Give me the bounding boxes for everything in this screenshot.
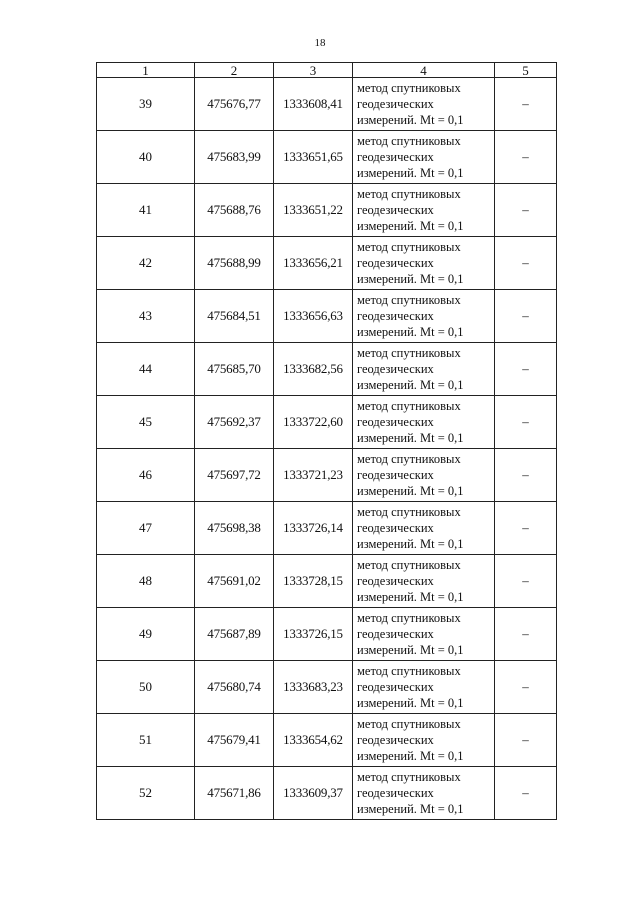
table-row: [97, 343, 557, 396]
table-row: [97, 555, 557, 608]
header-col-2: 2: [195, 63, 274, 78]
note-cell: –: [495, 237, 557, 290]
method-cell: метод спутниковых геодезических измерений. Mt = 0,1: [353, 767, 495, 820]
table-row: [97, 78, 557, 131]
y-coordinate-cell: 1333608,41: [274, 78, 353, 131]
y-coordinate-cell: 1333728,15: [274, 555, 353, 608]
x-coordinate-cell: 475697,72: [195, 449, 274, 502]
x-coordinate-cell: 475688,76: [195, 184, 274, 237]
x-coordinate-cell: 475687,89: [195, 608, 274, 661]
y-coordinate-cell: 1333656,63: [274, 290, 353, 343]
table-row: [97, 502, 557, 555]
coordinates-table: [96, 62, 557, 820]
method-cell: метод спутниковых геодезических измерений. Mt = 0,1: [353, 290, 495, 343]
point-number-cell: 43: [97, 290, 195, 343]
note-cell: –: [495, 184, 557, 237]
method-cell: метод спутниковых геодезических измерений. Mt = 0,1: [353, 449, 495, 502]
header-col-4: 4: [353, 63, 495, 78]
table-body: [97, 78, 557, 820]
x-coordinate-cell: 475683,99: [195, 131, 274, 184]
y-coordinate-cell: 1333683,23: [274, 661, 353, 714]
y-coordinate-cell: 1333726,15: [274, 608, 353, 661]
table-row: [97, 184, 557, 237]
table-row: [97, 290, 557, 343]
point-number-cell: 39: [97, 78, 195, 131]
note-cell: –: [495, 714, 557, 767]
y-coordinate-cell: 1333721,23: [274, 449, 353, 502]
note-cell: –: [495, 502, 557, 555]
note-cell: –: [495, 131, 557, 184]
note-cell: –: [495, 767, 557, 820]
point-number-cell: 49: [97, 608, 195, 661]
table-row: [97, 449, 557, 502]
y-coordinate-cell: 1333654,62: [274, 714, 353, 767]
point-number-cell: 41: [97, 184, 195, 237]
page-number: 18: [314, 37, 326, 49]
header-row: [97, 63, 557, 78]
header-col-5: 5: [495, 63, 557, 78]
note-cell: –: [495, 449, 557, 502]
x-coordinate-cell: 475684,51: [195, 290, 274, 343]
table-row: [97, 767, 557, 820]
x-coordinate-cell: 475691,02: [195, 555, 274, 608]
x-coordinate-cell: 475679,41: [195, 714, 274, 767]
point-number-cell: 51: [97, 714, 195, 767]
point-number-cell: 48: [97, 555, 195, 608]
point-number-cell: 40: [97, 131, 195, 184]
point-number-cell: 50: [97, 661, 195, 714]
note-cell: –: [495, 555, 557, 608]
y-coordinate-cell: 1333656,21: [274, 237, 353, 290]
note-cell: –: [495, 78, 557, 131]
note-cell: –: [495, 290, 557, 343]
y-coordinate-cell: 1333651,65: [274, 131, 353, 184]
point-number-cell: 42: [97, 237, 195, 290]
x-coordinate-cell: 475676,77: [195, 78, 274, 131]
header-col-1: 1: [97, 63, 195, 78]
y-coordinate-cell: 1333726,14: [274, 502, 353, 555]
method-cell: метод спутниковых геодезических измерений. Mt = 0,1: [353, 502, 495, 555]
table-row: [97, 608, 557, 661]
method-cell: метод спутниковых геодезических измерений. Mt = 0,1: [353, 396, 495, 449]
table-row: [97, 714, 557, 767]
table-header: [97, 63, 557, 78]
method-cell: метод спутниковых геодезических измерений. Mt = 0,1: [353, 237, 495, 290]
point-number-cell: 45: [97, 396, 195, 449]
y-coordinate-cell: 1333682,56: [274, 343, 353, 396]
y-coordinate-cell: 1333651,22: [274, 184, 353, 237]
note-cell: –: [495, 343, 557, 396]
table-row: [97, 661, 557, 714]
note-cell: –: [495, 661, 557, 714]
point-number-cell: 47: [97, 502, 195, 555]
y-coordinate-cell: 1333722,60: [274, 396, 353, 449]
header-col-3: 3: [274, 63, 353, 78]
y-coordinate-cell: 1333609,37: [274, 767, 353, 820]
x-coordinate-cell: 475680,74: [195, 661, 274, 714]
point-number-cell: 46: [97, 449, 195, 502]
table-row: [97, 131, 557, 184]
method-cell: метод спутниковых геодезических измерений. Mt = 0,1: [353, 555, 495, 608]
table-row: [97, 396, 557, 449]
method-cell: метод спутниковых геодезических измерений. Mt = 0,1: [353, 608, 495, 661]
x-coordinate-cell: 475671,86: [195, 767, 274, 820]
table-row: [97, 237, 557, 290]
method-cell: метод спутниковых геодезических измерений. Mt = 0,1: [353, 131, 495, 184]
method-cell: метод спутниковых геодезических измерений. Mt = 0,1: [353, 343, 495, 396]
note-cell: –: [495, 608, 557, 661]
method-cell: метод спутниковых геодезических измерений. Mt = 0,1: [353, 714, 495, 767]
point-number-cell: 44: [97, 343, 195, 396]
method-cell: метод спутниковых геодезических измерений. Mt = 0,1: [353, 661, 495, 714]
method-cell: метод спутниковых геодезических измерений. Mt = 0,1: [353, 78, 495, 131]
x-coordinate-cell: 475692,37: [195, 396, 274, 449]
note-cell: –: [495, 396, 557, 449]
x-coordinate-cell: 475685,70: [195, 343, 274, 396]
point-number-cell: 52: [97, 767, 195, 820]
method-cell: метод спутниковых геодезических измерений. Mt = 0,1: [353, 184, 495, 237]
x-coordinate-cell: 475698,38: [195, 502, 274, 555]
x-coordinate-cell: 475688,99: [195, 237, 274, 290]
